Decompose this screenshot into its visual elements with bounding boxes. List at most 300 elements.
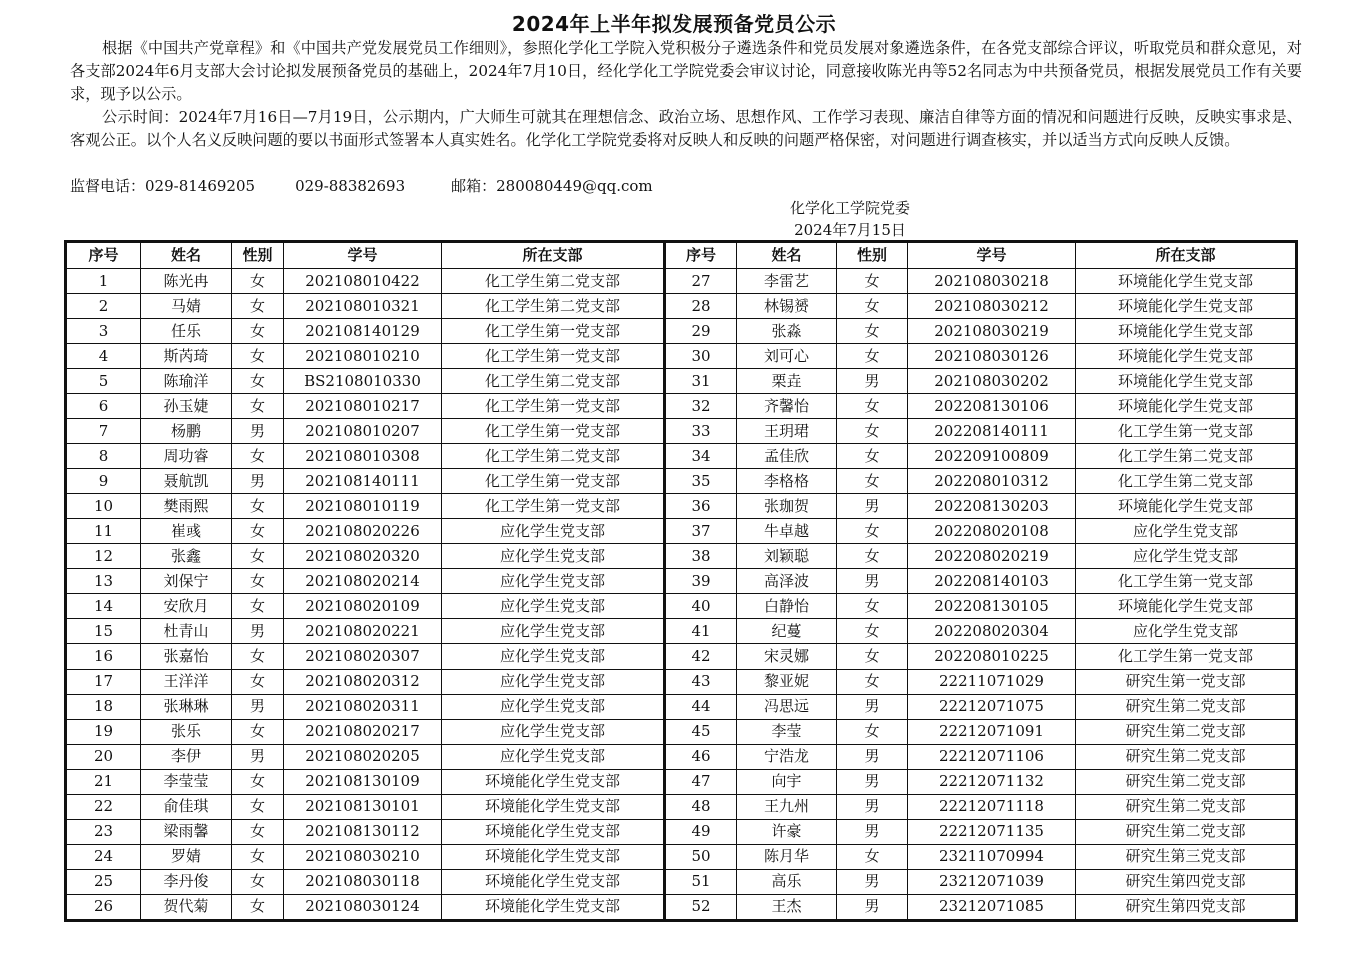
cell-branch: 应化学生党支部 bbox=[442, 569, 665, 594]
email-label: 邮箱： bbox=[451, 177, 497, 195]
table-row bbox=[66, 344, 1297, 369]
table-row bbox=[66, 319, 1297, 344]
cell-index: 52 bbox=[665, 894, 737, 920]
cell-gender: 女 bbox=[232, 794, 284, 819]
header-index: 序号 bbox=[665, 242, 737, 269]
cell-gender: 女 bbox=[837, 444, 908, 469]
cell-gender: 男 bbox=[837, 694, 908, 719]
cell-name: 任乐 bbox=[141, 319, 232, 344]
cell-name: 王杰 bbox=[737, 894, 837, 920]
cell-student-id: 202208140103 bbox=[908, 569, 1076, 594]
cell-branch: 环境能化学生党支部 bbox=[442, 844, 665, 869]
cell-name: 李莹莹 bbox=[141, 769, 232, 794]
cell-branch: 环境能化学生党支部 bbox=[442, 894, 665, 920]
cell-name: 贺代菊 bbox=[141, 894, 232, 920]
table-row bbox=[66, 844, 1297, 869]
cell-gender: 女 bbox=[232, 844, 284, 869]
contact-label: 监督电话： bbox=[70, 177, 146, 195]
cell-gender: 女 bbox=[232, 444, 284, 469]
cell-name: 陈瑜洋 bbox=[141, 369, 232, 394]
cell-branch: 研究生第四党支部 bbox=[1076, 869, 1297, 894]
cell-index: 1 bbox=[66, 269, 141, 294]
cell-index: 35 bbox=[665, 469, 737, 494]
cell-name: 李雷艺 bbox=[737, 269, 837, 294]
cell-name: 李莹 bbox=[737, 719, 837, 744]
table-row bbox=[66, 469, 1297, 494]
cell-student-id: 23212071085 bbox=[908, 894, 1076, 920]
table-row bbox=[66, 394, 1297, 419]
cell-student-id: 202208020108 bbox=[908, 519, 1076, 544]
cell-index: 48 bbox=[665, 794, 737, 819]
cell-gender: 女 bbox=[837, 394, 908, 419]
cell-index: 51 bbox=[665, 869, 737, 894]
cell-name: 张乐 bbox=[141, 719, 232, 744]
cell-branch: 应化学生党支部 bbox=[442, 669, 665, 694]
cell-branch: 应化学生党支部 bbox=[442, 619, 665, 644]
cell-gender: 男 bbox=[232, 619, 284, 644]
document-title: 2024年上半年拟发展预备党员公示 bbox=[511, 12, 837, 36]
header-branch: 所在支部 bbox=[442, 242, 665, 269]
cell-index: 23 bbox=[66, 819, 141, 844]
cell-gender: 女 bbox=[232, 394, 284, 419]
cell-gender: 女 bbox=[837, 469, 908, 494]
cell-name: 齐馨怡 bbox=[737, 394, 837, 419]
cell-branch: 化工学生第二党支部 bbox=[1076, 444, 1297, 469]
contact-line bbox=[70, 175, 653, 197]
cell-student-id: 202108030126 bbox=[908, 344, 1076, 369]
cell-branch: 环境能化学生党支部 bbox=[442, 769, 665, 794]
cell-gender: 女 bbox=[232, 719, 284, 744]
table-row bbox=[66, 519, 1297, 544]
cell-index: 45 bbox=[665, 719, 737, 744]
cell-student-id: 202108030219 bbox=[908, 319, 1076, 344]
cell-gender: 女 bbox=[837, 269, 908, 294]
cell-gender: 女 bbox=[837, 844, 908, 869]
cell-branch: 研究生第二党支部 bbox=[1076, 694, 1297, 719]
cell-gender: 女 bbox=[232, 869, 284, 894]
cell-student-id: 202108140129 bbox=[284, 319, 442, 344]
cell-index: 13 bbox=[66, 569, 141, 594]
cell-student-id: 202108010217 bbox=[284, 394, 442, 419]
cell-gender: 女 bbox=[232, 819, 284, 844]
cell-index: 31 bbox=[665, 369, 737, 394]
cell-index: 15 bbox=[66, 619, 141, 644]
cell-student-id: 202108020226 bbox=[284, 519, 442, 544]
cell-student-id: 202208010225 bbox=[908, 644, 1076, 669]
cell-index: 25 bbox=[66, 869, 141, 894]
cell-index: 16 bbox=[66, 644, 141, 669]
cell-index: 40 bbox=[665, 594, 737, 619]
table-row bbox=[66, 694, 1297, 719]
cell-student-id: 202108010207 bbox=[284, 419, 442, 444]
cell-index: 9 bbox=[66, 469, 141, 494]
cell-name: 王玥珺 bbox=[737, 419, 837, 444]
table-row bbox=[66, 544, 1297, 569]
cell-gender: 男 bbox=[837, 819, 908, 844]
table-row bbox=[66, 894, 1297, 920]
cell-student-id: 202108020312 bbox=[284, 669, 442, 694]
cell-student-id: 202108030202 bbox=[908, 369, 1076, 394]
cell-student-id: 23212071039 bbox=[908, 869, 1076, 894]
cell-branch: 环境能化学生党支部 bbox=[1076, 344, 1297, 369]
cell-index: 7 bbox=[66, 419, 141, 444]
cell-gender: 男 bbox=[837, 369, 908, 394]
cell-index: 46 bbox=[665, 744, 737, 769]
table-row bbox=[66, 669, 1297, 694]
cell-branch: 应化学生党支部 bbox=[442, 644, 665, 669]
cell-student-id: 202108030124 bbox=[284, 894, 442, 920]
cell-name: 李伊 bbox=[141, 744, 232, 769]
cell-branch: 研究生第二党支部 bbox=[1076, 819, 1297, 844]
email: 280080449@qq.com bbox=[496, 177, 653, 195]
cell-student-id: 22212071091 bbox=[908, 719, 1076, 744]
cell-student-id: 202208130106 bbox=[908, 394, 1076, 419]
cell-branch: 应化学生党支部 bbox=[1076, 544, 1297, 569]
cell-name: 崔彧 bbox=[141, 519, 232, 544]
header-index: 序号 bbox=[66, 242, 141, 269]
cell-index: 26 bbox=[66, 894, 141, 920]
cell-branch: 化工学生第一党支部 bbox=[442, 344, 665, 369]
cell-name: 樊雨熙 bbox=[141, 494, 232, 519]
table-row bbox=[66, 619, 1297, 644]
cell-gender: 男 bbox=[232, 419, 284, 444]
cell-name: 陈月华 bbox=[737, 844, 837, 869]
cell-index: 12 bbox=[66, 544, 141, 569]
header-gender: 性别 bbox=[837, 242, 908, 269]
cell-name: 向宇 bbox=[737, 769, 837, 794]
cell-index: 49 bbox=[665, 819, 737, 844]
header-student-id: 学号 bbox=[908, 242, 1076, 269]
cell-student-id: 202108130112 bbox=[284, 819, 442, 844]
cell-gender: 女 bbox=[837, 294, 908, 319]
cell-gender: 男 bbox=[837, 869, 908, 894]
cell-branch: 环境能化学生党支部 bbox=[1076, 594, 1297, 619]
cell-gender: 女 bbox=[837, 644, 908, 669]
cell-branch: 研究生第二党支部 bbox=[1076, 744, 1297, 769]
cell-student-id: 202208010312 bbox=[908, 469, 1076, 494]
cell-name: 宁浩龙 bbox=[737, 744, 837, 769]
cell-index: 41 bbox=[665, 619, 737, 644]
cell-branch: 应化学生党支部 bbox=[1076, 619, 1297, 644]
cell-student-id: 202108030118 bbox=[284, 869, 442, 894]
cell-index: 33 bbox=[665, 419, 737, 444]
table-row bbox=[66, 269, 1297, 294]
cell-branch: 化工学生第一党支部 bbox=[442, 419, 665, 444]
header-name: 姓名 bbox=[737, 242, 837, 269]
cell-name: 马婧 bbox=[141, 294, 232, 319]
cell-gender: 男 bbox=[837, 744, 908, 769]
table-row bbox=[66, 644, 1297, 669]
intro-paragraph: 根据《中国共产党章程》和《中国共产党发展党员工作细则》，参照化学化工学院入党积极分子遴选条件和党员发展对象遴选条件，在各党支部综合评议，听取党员和群众意见，对各支部2024年6月支部大会讨论拟发展预备党员的基础上，2024年7月10日，经化学化工学院党委会审议讨论，同意接收陈光冉等52名同志为中共预备党员，根据发展党员工作有关要求，现予以公示。 bbox=[70, 39, 1302, 103]
cell-gender: 女 bbox=[837, 419, 908, 444]
cell-name: 栗垚 bbox=[737, 369, 837, 394]
table-row bbox=[66, 794, 1297, 819]
cell-name: 刘可心 bbox=[737, 344, 837, 369]
header-name: 姓名 bbox=[141, 242, 232, 269]
cell-branch: 环境能化学生党支部 bbox=[1076, 369, 1297, 394]
cell-index: 19 bbox=[66, 719, 141, 744]
cell-branch: 化工学生第一党支部 bbox=[1076, 419, 1297, 444]
cell-name: 聂航凯 bbox=[141, 469, 232, 494]
table-row bbox=[66, 594, 1297, 619]
cell-student-id: 202108010422 bbox=[284, 269, 442, 294]
cell-gender: 男 bbox=[232, 744, 284, 769]
cell-index: 8 bbox=[66, 444, 141, 469]
cell-gender: 女 bbox=[232, 519, 284, 544]
cell-student-id: 202108010210 bbox=[284, 344, 442, 369]
cell-student-id: BS2108010330 bbox=[284, 369, 442, 394]
cell-name: 宋灵娜 bbox=[737, 644, 837, 669]
cell-branch: 化工学生第一党支部 bbox=[442, 469, 665, 494]
cell-gender: 女 bbox=[232, 569, 284, 594]
cell-student-id: 202108140111 bbox=[284, 469, 442, 494]
cell-student-id: 202108130101 bbox=[284, 794, 442, 819]
cell-name: 冯思远 bbox=[737, 694, 837, 719]
cell-gender: 女 bbox=[232, 369, 284, 394]
cell-index: 10 bbox=[66, 494, 141, 519]
cell-gender: 女 bbox=[837, 519, 908, 544]
cell-index: 6 bbox=[66, 394, 141, 419]
cell-gender: 女 bbox=[232, 269, 284, 294]
cell-branch: 应化学生党支部 bbox=[442, 594, 665, 619]
cell-name: 杨鹏 bbox=[141, 419, 232, 444]
cell-branch: 化工学生第一党支部 bbox=[1076, 644, 1297, 669]
cell-index: 30 bbox=[665, 344, 737, 369]
cell-name: 张珈贺 bbox=[737, 494, 837, 519]
cell-branch: 化工学生第二党支部 bbox=[1076, 469, 1297, 494]
table-row bbox=[66, 294, 1297, 319]
cell-branch: 研究生第二党支部 bbox=[1076, 769, 1297, 794]
cell-name: 许豪 bbox=[737, 819, 837, 844]
cell-name: 安欣月 bbox=[141, 594, 232, 619]
cell-index: 44 bbox=[665, 694, 737, 719]
signature-date: 2024年7月15日 bbox=[794, 221, 906, 239]
phone-1: 029-81469205 bbox=[145, 177, 256, 195]
cell-index: 34 bbox=[665, 444, 737, 469]
cell-student-id: 202108010321 bbox=[284, 294, 442, 319]
cell-branch: 研究生第四党支部 bbox=[1076, 894, 1297, 920]
table-row bbox=[66, 444, 1297, 469]
signature-block bbox=[760, 197, 940, 241]
cell-gender: 女 bbox=[232, 594, 284, 619]
table-row bbox=[66, 369, 1297, 394]
cell-branch: 环境能化学生党支部 bbox=[1076, 269, 1297, 294]
cell-name: 杜青山 bbox=[141, 619, 232, 644]
cell-name: 黎亚妮 bbox=[737, 669, 837, 694]
cell-branch: 研究生第一党支部 bbox=[1076, 669, 1297, 694]
cell-gender: 女 bbox=[837, 619, 908, 644]
cell-gender: 女 bbox=[232, 344, 284, 369]
cell-gender: 男 bbox=[837, 569, 908, 594]
cell-gender: 男 bbox=[232, 694, 284, 719]
cell-student-id: 22212071135 bbox=[908, 819, 1076, 844]
cell-name: 王洋洋 bbox=[141, 669, 232, 694]
header-branch: 所在支部 bbox=[1076, 242, 1297, 269]
cell-student-id: 22212071106 bbox=[908, 744, 1076, 769]
cell-branch: 环境能化学生党支部 bbox=[1076, 394, 1297, 419]
cell-branch: 环境能化学生党支部 bbox=[442, 819, 665, 844]
cell-branch: 环境能化学生党支部 bbox=[1076, 494, 1297, 519]
cell-student-id: 202108030218 bbox=[908, 269, 1076, 294]
cell-student-id: 22212071075 bbox=[908, 694, 1076, 719]
cell-name: 张琳琳 bbox=[141, 694, 232, 719]
cell-branch: 环境能化学生党支部 bbox=[442, 794, 665, 819]
cell-name: 陈光冉 bbox=[141, 269, 232, 294]
cell-branch: 研究生第二党支部 bbox=[1076, 794, 1297, 819]
cell-student-id: 202209100809 bbox=[908, 444, 1076, 469]
table-row bbox=[66, 419, 1297, 444]
cell-student-id: 202208140111 bbox=[908, 419, 1076, 444]
cell-student-id: 22211071029 bbox=[908, 669, 1076, 694]
cell-gender: 女 bbox=[837, 344, 908, 369]
cell-gender: 女 bbox=[837, 719, 908, 744]
cell-student-id: 202108010308 bbox=[284, 444, 442, 469]
cell-branch: 应化学生党支部 bbox=[442, 694, 665, 719]
table-row bbox=[66, 569, 1297, 594]
cell-branch: 化工学生第二党支部 bbox=[442, 269, 665, 294]
notice-paragraph: 公示时间：2024年7月16日—7月19日，公示期内，广大师生可就其在理想信念、政治立场、思想作风、工作学习表现、廉洁自律等方面的情况和问题进行反映，反映实事求是、客观公正。以个人名义反映问题的要以书面形式签署本人真实姓名。化学化工学院党委将对反映人和反映的问题严格保密，对问题进行调查核实，并以适当方式向反映人反馈。 bbox=[70, 108, 1302, 149]
cell-index: 11 bbox=[66, 519, 141, 544]
cell-gender: 女 bbox=[837, 669, 908, 694]
cell-branch: 应化学生党支部 bbox=[442, 744, 665, 769]
cell-gender: 男 bbox=[837, 894, 908, 920]
cell-student-id: 202108030210 bbox=[284, 844, 442, 869]
cell-student-id: 202108020109 bbox=[284, 594, 442, 619]
cell-student-id: 202108020307 bbox=[284, 644, 442, 669]
cell-gender: 女 bbox=[232, 669, 284, 694]
cell-name: 王九州 bbox=[737, 794, 837, 819]
cell-student-id: 202108130109 bbox=[284, 769, 442, 794]
cell-student-id: 202108020214 bbox=[284, 569, 442, 594]
cell-index: 20 bbox=[66, 744, 141, 769]
cell-index: 18 bbox=[66, 694, 141, 719]
cell-index: 5 bbox=[66, 369, 141, 394]
cell-student-id: 202208130203 bbox=[908, 494, 1076, 519]
cell-index: 32 bbox=[665, 394, 737, 419]
header-student-id: 学号 bbox=[284, 242, 442, 269]
cell-branch: 化工学生第一党支部 bbox=[1076, 569, 1297, 594]
cell-student-id: 22212071118 bbox=[908, 794, 1076, 819]
cell-branch: 环境能化学生党支部 bbox=[442, 869, 665, 894]
cell-name: 林锡赟 bbox=[737, 294, 837, 319]
cell-student-id: 23211070994 bbox=[908, 844, 1076, 869]
signature-org: 化学化工学院党委 bbox=[789, 199, 910, 217]
cell-gender: 女 bbox=[232, 494, 284, 519]
phone-2: 029-88382693 bbox=[295, 177, 406, 195]
table-row bbox=[66, 769, 1297, 794]
cell-branch: 应化学生党支部 bbox=[1076, 519, 1297, 544]
cell-gender: 男 bbox=[837, 769, 908, 794]
cell-gender: 男 bbox=[232, 469, 284, 494]
cell-branch: 化工学生第二党支部 bbox=[442, 444, 665, 469]
cell-index: 4 bbox=[66, 344, 141, 369]
cell-name: 罗婧 bbox=[141, 844, 232, 869]
cell-gender: 女 bbox=[232, 544, 284, 569]
cell-index: 21 bbox=[66, 769, 141, 794]
cell-name: 刘保宁 bbox=[141, 569, 232, 594]
cell-branch: 环境能化学生党支部 bbox=[1076, 294, 1297, 319]
cell-gender: 男 bbox=[837, 794, 908, 819]
cell-name: 张嘉怡 bbox=[141, 644, 232, 669]
cell-student-id: 202108020217 bbox=[284, 719, 442, 744]
cell-branch: 化工学生第一党支部 bbox=[442, 394, 665, 419]
cell-student-id: 202108020311 bbox=[284, 694, 442, 719]
cell-branch: 应化学生党支部 bbox=[442, 544, 665, 569]
table-row bbox=[66, 744, 1297, 769]
cell-branch: 环境能化学生党支部 bbox=[1076, 319, 1297, 344]
cell-index: 3 bbox=[66, 319, 141, 344]
cell-name: 刘颖聪 bbox=[737, 544, 837, 569]
cell-student-id: 202208130105 bbox=[908, 594, 1076, 619]
cell-index: 50 bbox=[665, 844, 737, 869]
cell-name: 张淼 bbox=[737, 319, 837, 344]
cell-name: 张鑫 bbox=[141, 544, 232, 569]
table-row bbox=[66, 819, 1297, 844]
cell-gender: 女 bbox=[837, 594, 908, 619]
cell-branch: 应化学生党支部 bbox=[442, 719, 665, 744]
cell-student-id: 22212071132 bbox=[908, 769, 1076, 794]
cell-name: 纪蔓 bbox=[737, 619, 837, 644]
cell-name: 李格格 bbox=[737, 469, 837, 494]
cell-branch: 应化学生党支部 bbox=[442, 519, 665, 544]
cell-gender: 女 bbox=[837, 319, 908, 344]
cell-gender: 女 bbox=[232, 319, 284, 344]
header-gender: 性别 bbox=[232, 242, 284, 269]
table-row bbox=[66, 869, 1297, 894]
cell-student-id: 202208020219 bbox=[908, 544, 1076, 569]
cell-name: 斯芮琦 bbox=[141, 344, 232, 369]
cell-name: 白静怡 bbox=[737, 594, 837, 619]
cell-student-id: 202108020221 bbox=[284, 619, 442, 644]
cell-index: 2 bbox=[66, 294, 141, 319]
cell-gender: 女 bbox=[837, 544, 908, 569]
cell-index: 29 bbox=[665, 319, 737, 344]
cell-gender: 女 bbox=[232, 894, 284, 920]
cell-branch: 化工学生第二党支部 bbox=[442, 294, 665, 319]
cell-student-id: 202108030212 bbox=[908, 294, 1076, 319]
cell-name: 孙玉婕 bbox=[141, 394, 232, 419]
cell-branch: 化工学生第一党支部 bbox=[442, 494, 665, 519]
cell-name: 俞佳琪 bbox=[141, 794, 232, 819]
cell-index: 39 bbox=[665, 569, 737, 594]
table-row bbox=[66, 719, 1297, 744]
cell-name: 高乐 bbox=[737, 869, 837, 894]
cell-gender: 女 bbox=[232, 294, 284, 319]
cell-index: 14 bbox=[66, 594, 141, 619]
table-header-row bbox=[66, 242, 1297, 269]
cell-student-id: 202108020320 bbox=[284, 544, 442, 569]
table-row bbox=[66, 494, 1297, 519]
cell-index: 42 bbox=[665, 644, 737, 669]
cell-index: 36 bbox=[665, 494, 737, 519]
cell-gender: 女 bbox=[232, 769, 284, 794]
cell-index: 24 bbox=[66, 844, 141, 869]
cell-name: 周功睿 bbox=[141, 444, 232, 469]
table-body bbox=[66, 269, 1297, 921]
cell-index: 17 bbox=[66, 669, 141, 694]
cell-gender: 女 bbox=[232, 644, 284, 669]
cell-index: 27 bbox=[665, 269, 737, 294]
cell-student-id: 202108010119 bbox=[284, 494, 442, 519]
cell-branch: 研究生第二党支部 bbox=[1076, 719, 1297, 744]
cell-branch: 化工学生第一党支部 bbox=[442, 319, 665, 344]
cell-index: 37 bbox=[665, 519, 737, 544]
cell-branch: 化工学生第二党支部 bbox=[442, 369, 665, 394]
cell-name: 李丹俊 bbox=[141, 869, 232, 894]
cell-student-id: 202108020205 bbox=[284, 744, 442, 769]
cell-index: 47 bbox=[665, 769, 737, 794]
candidate-table bbox=[64, 240, 1298, 922]
